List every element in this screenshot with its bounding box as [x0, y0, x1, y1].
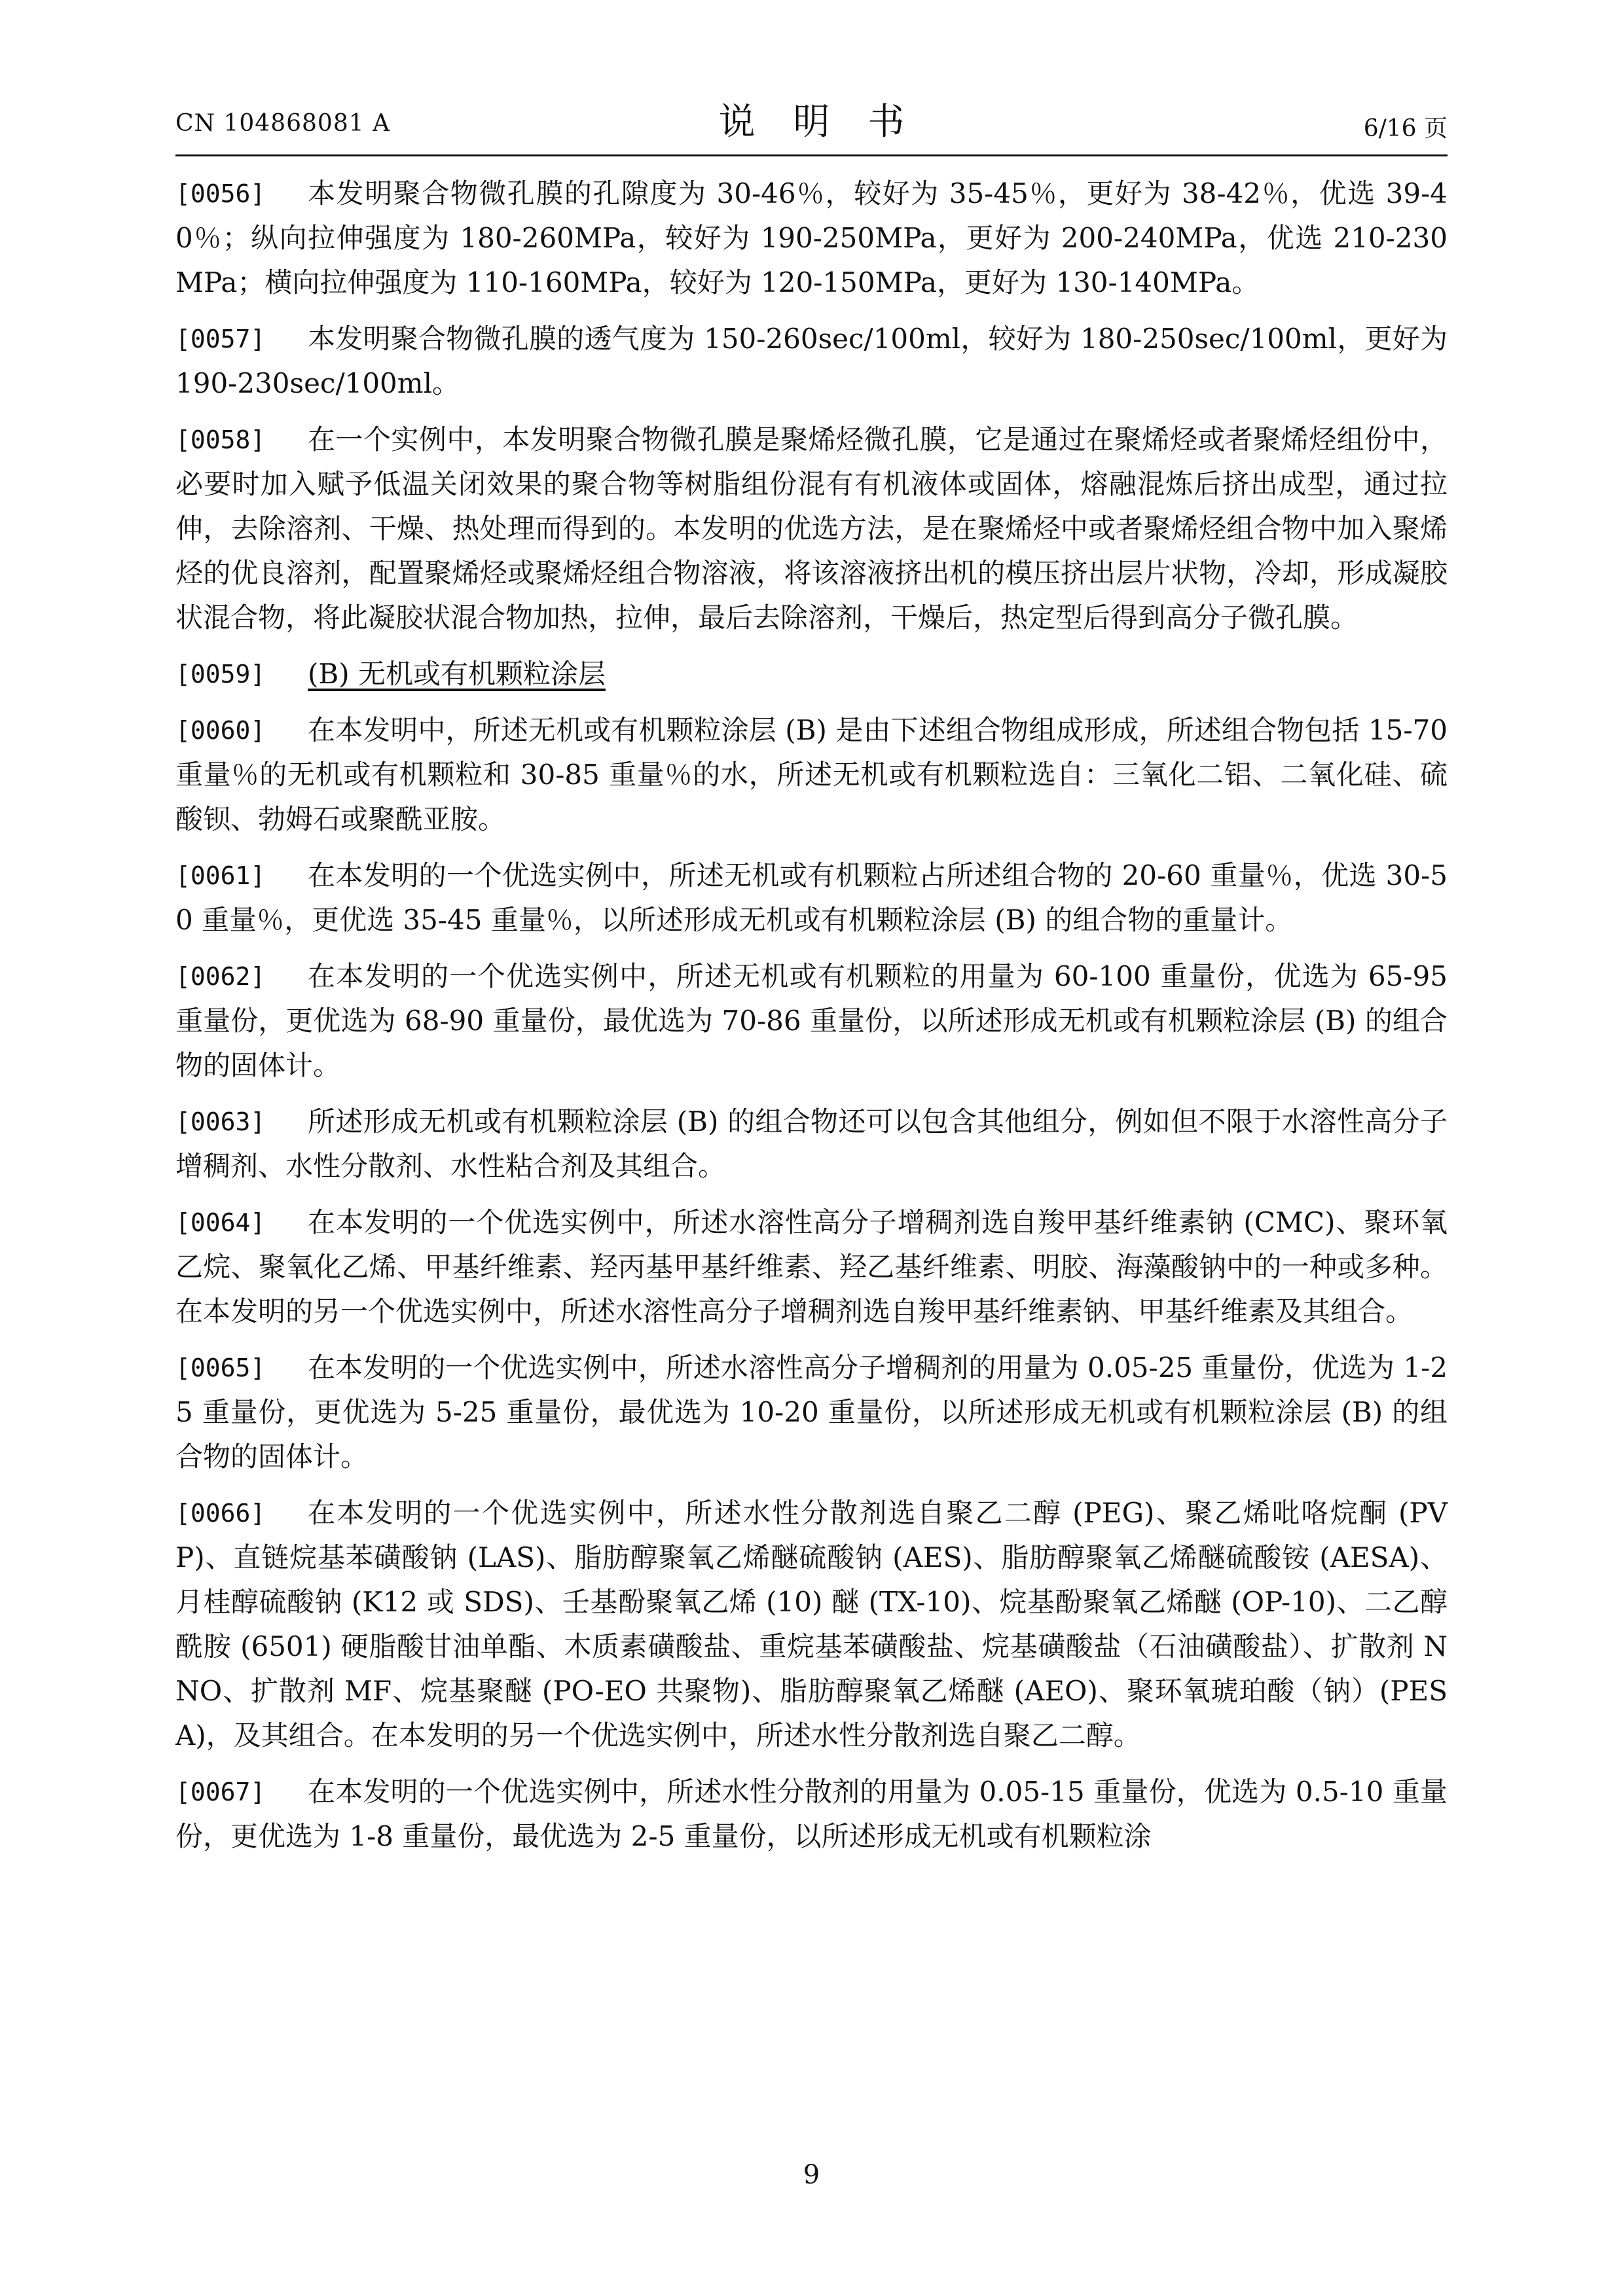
paragraph-text: 在本发明的一个优选实例中，所述水溶性高分子增稠剂选自羧甲基纤维素钠 (CMC)、聚环氧乙烷、聚氧化乙烯、甲基纤维素、羟丙基甲基纤维素、羟乙基纤维素、明胶、海藻酸钠中的一种或多种。在本发明的另一个优选实例中，所述水溶性高分子增稠剂选自羧甲基纤维素钠、甲基纤维素及其组合。 [175, 1206, 1448, 1327]
paragraph-number: [0063] [175, 1107, 266, 1136]
paragraph-number: [0061] [175, 861, 266, 890]
paragraph-text: 在一个实例中，本发明聚合物微孔膜是聚烯烃微孔膜，它是通过在聚烯烃或者聚烯烃组份中，必要时加入赋予低温关闭效果的聚合物等树脂组份混有有机液体或固体，熔融混炼后挤出成型，通过拉伸，去除溶剂、干燥、热处理而得到的。本发明的优选方法，是在聚烯烃中或者聚烯烃组合物中加入聚烯烃的优良溶剂，配置聚烯烃或聚烯烃组合物溶液，将该溶液挤出机的模压挤出层片状物，冷却，形成凝胶状混合物，将此凝胶状混合物加热，拉伸，最后去除溶剂，干燥后，热定型后得到高分子微孔膜。 [175, 423, 1448, 634]
paragraph-text: 本发明聚合物微孔膜的透气度为 150-260sec/100ml，较好为 180-250sec/100ml，更好为 190-230sec/100ml。 [175, 323, 1448, 399]
section-heading: (B) 无机或有机颗粒涂层 [308, 658, 606, 690]
page-header [175, 93, 1448, 152]
paragraph-text: 在本发明中，所述无机或有机颗粒涂层 (B) 是由下述组合物组成形成，所述组合物包括 15-70 重量％的无机或有机颗粒和 30-85 重量％的水，所述无机或有机颗粒选自：三氧化二铝、二氧化硅、硫酸钡、勃姆石或聚酰亚胺。 [175, 714, 1448, 835]
paragraph-number: [0064] [175, 1208, 266, 1237]
paragraph-0060 [175, 708, 1448, 842]
document-title: 说明书 [718, 101, 943, 143]
header-rule [175, 154, 1448, 156]
paragraph-number: [0058] [175, 425, 266, 454]
publication-number: CN 104868081 A [175, 110, 391, 137]
page-number: 9 [803, 2160, 820, 2190]
paragraph-0067 [175, 1770, 1448, 1859]
paragraph-text: 在本发明的一个优选实例中，所述无机或有机颗粒的用量为 60-100 重量份，优选为 65-95 重量份，更优选为 68-90 重量份，最优选为 70-86 重量份，以所述形成无机或有机颗粒涂层 (B) 的组合物的固体计。 [175, 960, 1448, 1081]
paragraph-text: 本发明聚合物微孔膜的孔隙度为 30-46％，较好为 35-45％，更好为 38-42％，优选 39-40％；纵向拉伸强度为 180-260MPa，较好为 190-250MPa，更好为 200-240MPa，优选 210-230MPa；横向拉伸强度为 110-160MPa，较好为 120-150MPa，更好为 130-140MPa。 [175, 177, 1448, 298]
paragraph-text: 在本发明的一个优选实例中，所述水溶性高分子增稠剂的用量为 0.05-25 重量份，优选为 1-25 重量份，更优选为 5-25 重量份，最优选为 10-20 重量份，以所述形成无机或有机颗粒涂层 (B) 的组合物的固体计。 [175, 1352, 1448, 1473]
paragraph-number: [0057] [175, 325, 266, 353]
document-body [175, 171, 1448, 1871]
paragraph-number: [0066] [175, 1499, 266, 1528]
paragraph-0063 [175, 1100, 1448, 1189]
paragraph-0059 [175, 652, 1448, 696]
paragraph-number: [0060] [175, 716, 266, 745]
paragraph-text: 在本发明的一个优选实例中，所述水性分散剂的用量为 0.05-15 重量份，优选为 0.5-10 重量份，更优选为 1-8 重量份，最优选为 2-5 重量份，以所述形成无机或有机颗粒涂 [175, 1776, 1448, 1852]
paragraph-0061 [175, 853, 1448, 942]
paragraph-number: [0067] [175, 1778, 266, 1806]
paragraph-0056 [175, 171, 1448, 305]
paragraph-text: 在本发明的一个优选实例中，所述水性分散剂选自聚乙二醇 (PEG)、聚乙烯吡咯烷酮 (PVP)、直链烷基苯磺酸钠 (LAS)、脂肪醇聚氧乙烯醚硫酸钠 (AES)、脂肪醇聚氧乙烯醚硫酸铵 (AESA)、月桂醇硫酸钠 (K12 或 SDS)、壬基酚聚氧乙烯 (10) 醚 (TX-10)、烷基酚聚氧乙烯醚 (OP-10)、二乙醇酰胺 (6501) 硬脂酸甘油单酯、木质素磺酸盐、重烷基苯磺酸盐、烷基磺酸盐（石油磺酸盐）、扩散剂 NNO、扩散剂 MF、烷基聚醚 (PO-EO 共聚物)、脂肪醇聚氧乙烯醚 (AEO)、聚环氧琥珀酸（钠）(PESA)，及其组合。在本发明的另一个优选实例中，所述水性分散剂选自聚乙二醇。 [175, 1497, 1448, 1751]
paragraph-0062 [175, 954, 1448, 1088]
paragraph-0064 [175, 1200, 1448, 1334]
page-count: 6/16 页 [1363, 115, 1448, 142]
paragraph-0058 [175, 418, 1448, 640]
paragraph-0065 [175, 1346, 1448, 1479]
paragraph-number: [0062] [175, 962, 266, 991]
paragraph-number: [0056] [175, 179, 266, 208]
paragraph-0066 [175, 1491, 1448, 1758]
paragraph-number: [0065] [175, 1354, 266, 1382]
paragraph-0057 [175, 317, 1448, 406]
paragraph-text: 所述形成无机或有机颗粒涂层 (B) 的组合物还可以包含其他组分，例如但不限于水溶性高分子增稠剂、水性分散剂、水性粘合剂及其组合。 [175, 1105, 1448, 1182]
paragraph-number: [0059] [175, 660, 266, 689]
paragraph-text: 在本发明的一个优选实例中，所述无机或有机颗粒占所述组合物的 20-60 重量％，优选 30-50 重量％，更优选 35-45 重量％，以所述形成无机或有机颗粒涂层 (B) 的组合物的重量计。 [175, 859, 1448, 936]
